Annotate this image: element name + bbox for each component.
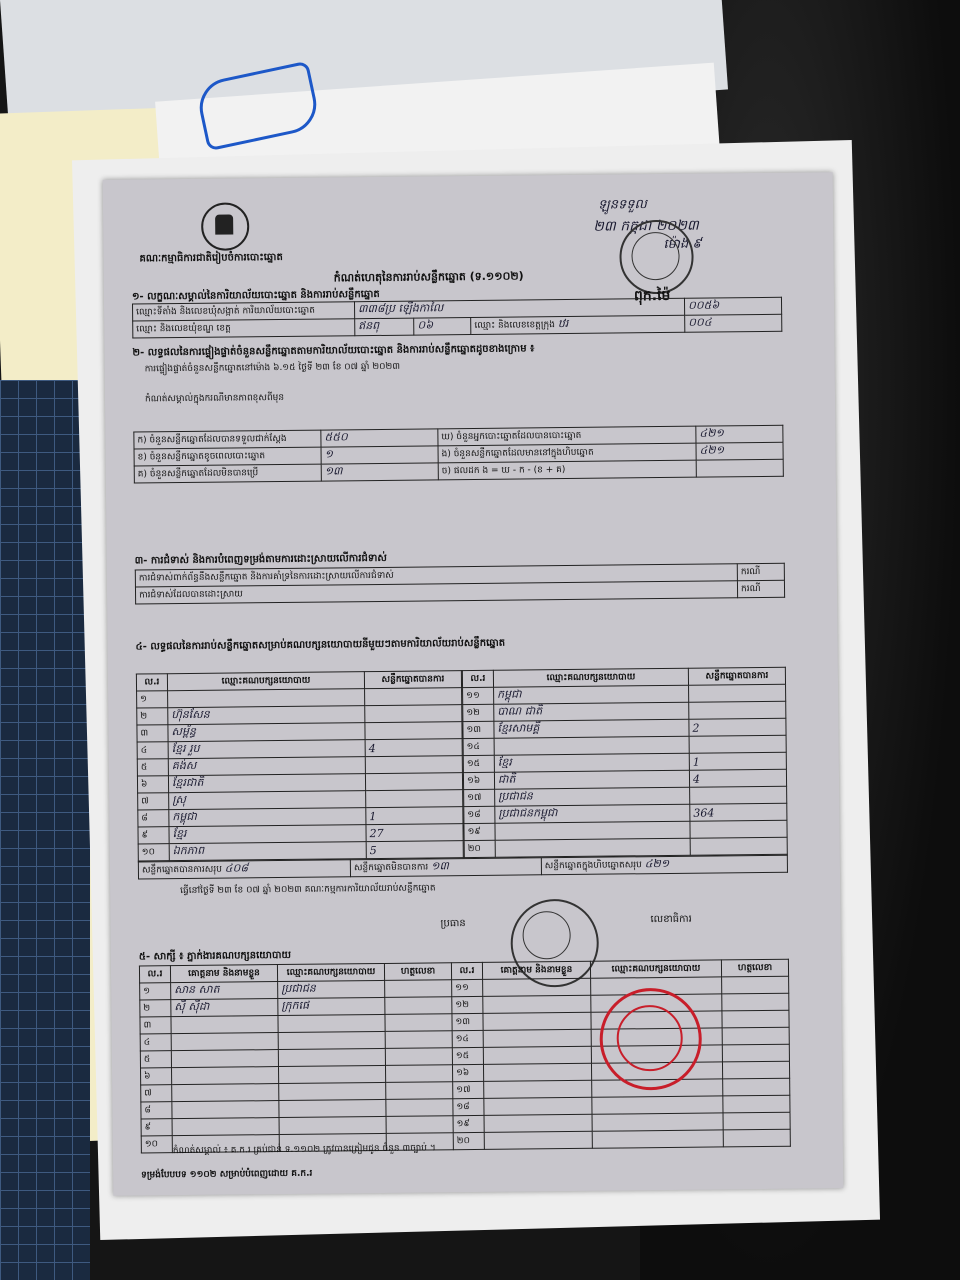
table-row: ១៣ ខ្មែរសាមគ្គី 2 — [463, 718, 786, 738]
table-row: ១០ ឯកភាព 5 — [138, 841, 463, 861]
table-row: ៥ គង់ស — [137, 756, 462, 776]
section5-note: កំណត់សម្គាល់ ៖ គ.ក.រ គ្រប់ជាន់ ទ.១១០២ ត្រូវបានត្រៀមជូន ចំនួន ៣ច្បាប់ ។ — [172, 1143, 436, 1157]
table-row: ១៧ ប្រជាជន — [464, 786, 787, 806]
row2-value: ឥនពុ — [355, 318, 414, 336]
section3-heading: ៣- ការជំទាស់ និងការបំពេញទម្រង់តាមការដោះស្រាយលើការជំទាស់ — [134, 552, 387, 567]
nec-logo-icon — [201, 202, 250, 251]
received-date: ២៣ កក្កដា ២០២៣ — [593, 217, 699, 235]
table-row: ៦ ខ្មែរជាតិ — [137, 773, 462, 793]
objection-row1: ការជំទាស់ពាក់ព័ន្ធនឹងសន្លឹកឆ្នោត និងការគាំទ្រនៃការដោះស្រាយលើការជំទាស់ — [135, 564, 737, 587]
votes-table-left: ល.រ ឈ្មោះគណបក្សនយោបាយ សន្លឹកឆ្នោតបានការ ១ ២ ហ៊ុនសែន ៣ សម្ព័ន្ធ ៤ ខ្មែរ រួប 4 ៥ គង់ស ៦ ខ្មែរជាតិ ៧ ស្រុ ៨ កម្ពុជា 1 ៩ ខ្មែរ 27 ១០ ឯកភាព 5 — [136, 670, 464, 861]
org-name: គណៈកម្មាធិការជាតិរៀបចំការបោះឆ្នោត — [139, 251, 283, 265]
table-row: ៣ ១៣ — [140, 1010, 789, 1034]
row2-label: ឈ្មោះ និងលេខឃុំខណ្ឌ ខេត្ត — [133, 319, 355, 338]
row2-number2: ០០៤ — [685, 314, 782, 332]
table-row: ១២ បាណ ជាតិ — [463, 701, 786, 721]
table-row: ៧ ១៧ — [141, 1078, 790, 1102]
total-invalid: សន្លឹកឆ្នោតមិនបានការ ១៣ — [350, 858, 541, 877]
red-official-stamp — [599, 988, 702, 1091]
section2-row: ខ) ចំនួនសន្លឹកឆ្នោតខូចពេលបោះឆ្នោត ១ ង) ចំនួនសន្លឹកឆ្នោតដែលមាននៅក្នុងហិបឆ្នោត ៤២១ — [134, 442, 783, 466]
votes-table-right: ល.រ ឈ្មោះគណបក្សនយោបាយ សន្លឹកឆ្នោតបានការ ១១ កម្ពុជា ១២ បាណ ជាតិ ១៣ ខ្មែរសាមគ្គី 2 ១៤ ១៥ ខ្មែរ 1 ១៦ ជាតិ 4 ១៧ ប្រជាជន ១៨ ប្រជាជនកម្ពុជា 364 ១៩ ២០ — [462, 667, 788, 858]
grid-mat — [0, 380, 90, 1280]
table-row: ១៦ ជាតិ 4 — [463, 769, 786, 789]
row2-number: ០៦ — [414, 318, 471, 336]
table-row: ៤ ១៤ — [140, 1027, 789, 1051]
table-row: ២ ហ៊ុនសែន — [137, 705, 462, 725]
table-row: ៧ ស្រុ — [138, 790, 463, 810]
table-row: ៩ ខ្មែរ 27 — [138, 824, 463, 844]
table-row: ១០ ២០ — [141, 1129, 790, 1153]
table-row: ៦ ១៦ — [141, 1061, 790, 1085]
table-row: ១ — [137, 688, 462, 708]
row1-value: ៣៣៨ប្រ ឡើងកាលៃ — [354, 298, 684, 318]
row1-label: ឈ្មោះទីតាំង និងលេខឃុំសង្កាត់ ការិយាល័យបោះឆ្នោត — [133, 302, 355, 321]
total-ballots: សន្លឹកឆ្នោតក្នុងហិបឆ្នោតសរុប ៤២១ — [541, 855, 787, 875]
received-label: ឡូនទទួល — [597, 197, 647, 213]
section4-heading: ៤- លទ្ធផលនៃការរាប់សន្លឹកឆ្នោតសម្រាប់គណបក្សនយោបាយនីមួយៗតាមការិយាល័យរាប់សន្លឹកឆ្នោត — [135, 637, 506, 653]
table-row: ៩ ១៩ — [141, 1112, 790, 1136]
table-row: ៨ ១៨ — [141, 1095, 790, 1119]
table-row: ៣ សម្ព័ន្ធ — [137, 722, 462, 742]
table-row: ១៥ ខ្មែរ 1 — [463, 752, 786, 772]
signature-block — [440, 916, 465, 931]
table-row: ១ សាន សាត ប្រជាជន ១១ — [140, 976, 789, 1000]
form-1102 — [103, 172, 844, 1196]
row1-number: ០០៥៦ — [684, 297, 781, 315]
section1-heading: ១- លក្ខណៈសម្គាល់នៃការិយាល័យបោះឆ្នោត និងការរាប់សន្លឹកឆ្នោត — [131, 288, 380, 303]
table-row: ៨ កម្ពុជា 1 — [138, 807, 463, 827]
objection-row2: ការជំទាស់ដែលបានដោះស្រាយ — [135, 581, 737, 604]
table-row: ១៨ ប្រជាជនកម្ពុជា 364 — [464, 803, 787, 823]
total-valid: សន្លឹកឆ្នោតបានការសរុប ៤០៨ — [138, 860, 350, 879]
table-row: ២០ — [464, 837, 787, 857]
office-stamp-top — [619, 220, 694, 295]
section5-heading: ៥- សាក្សី ៖ ភ្នាក់ងារគណបក្សនយោបាយ — [138, 949, 292, 963]
row2-label2: ឈ្មោះ និងលេខខេត្តក្រុង ឋរ — [471, 315, 685, 334]
secretary-label: លេខាធិការ — [650, 913, 692, 926]
table-row: ១១ កម្ពុជា — [463, 684, 786, 704]
date-line: ធ្វើនៅថ្ងៃទី ២៣ ខែ ០៧ ឆ្នាំ ២០២៣ គណៈកម្មការការិយាល័យរាប់សន្លឹកឆ្នោត — [180, 883, 436, 897]
section2-table — [133, 425, 784, 484]
case-label: ករណី — [737, 563, 784, 580]
case-label: ករណី — [737, 580, 784, 597]
section3-table — [135, 563, 785, 605]
form-footer: ទម្រង់បែបបទ ១១០២ សម្រាប់បំពេញដោយ គ.ក.រ — [141, 1168, 313, 1181]
section2-line2: កំណត់សម្គាល់ក្នុងករណីមានភាពខុសពីមុន — [144, 392, 285, 405]
doc-code: ពុក.ម៉ៃ — [633, 287, 671, 305]
table-row: ១៤ — [463, 735, 786, 755]
chair-label: ប្រធាន — [440, 918, 466, 930]
table-row: ២ ស៊ី ស៊ីដា ក្រុកផេ ១២ — [140, 993, 789, 1017]
section2-heading: ២- លទ្ធផលនៃការផ្ទៀងផ្ទាត់ចំនួនសន្លឹកឆ្នោតតាមការិយាល័យបោះឆ្នោត និងការរាប់សន្លឹកឆ្នោតដូចខាងក្រោម ៖ — [132, 343, 535, 359]
table-row: ៥ ១៥ — [140, 1044, 789, 1068]
section2-line1: ការផ្ទៀងផ្ទាត់ចំនួនសន្លឹកឆ្នោតនៅម៉ោង ៦.១៥ ថ្ងៃទី ២៣ ខែ ០៧ ឆ្នាំ ២០២៣ — [144, 361, 401, 375]
section1-table — [132, 297, 782, 339]
section2-row: គ) ចំនួនសន្លឹកឆ្នោតដែលមិនបានប្រើ ១៣ ច) ផលដក ង = ឃ - ក - (ខ + គ) — [134, 459, 783, 483]
witness-table: ល.រ គោត្តនាម និងនាមខ្លួន ឈ្មោះគណបក្សនយោបាយ ហត្ថលេខា ល.រ គោត្តនាម និងនាមខ្លួន ឈ្មោះគណបក្សនយោបាយ ហត្ថលេខា ១ សាន សាត ប្រជាជន ១១ ២ ស៊ី ស៊ីដា ក្រុកផេ ១២ ៣ ១៣ ៤ ១៤ ៥ ១៥ ៦ ១៦ ៧ ១៧ ៨ ១៨ ៩ ១៩ ១០ ២០ — [139, 959, 791, 1154]
section2-row: ក) ចំនួនសន្លឹកឆ្នោតដែលបានទទួលជាក់ស្ដែង ៥៥០ ឃ) ចំនួនអ្នកបោះឆ្នោតដែលបានបោះឆ្នោត ៤២១ — [134, 425, 783, 449]
table-row: ១៩ — [464, 820, 787, 840]
received-time: ម៉ោង ៩ — [663, 236, 702, 252]
form-title: កំណត់ហេតុនៃការរាប់សន្លឹកឆ្នោត (ទ.១១០២) — [333, 269, 524, 285]
table-row: ៤ ខ្មែរ រួប 4 — [137, 739, 462, 759]
